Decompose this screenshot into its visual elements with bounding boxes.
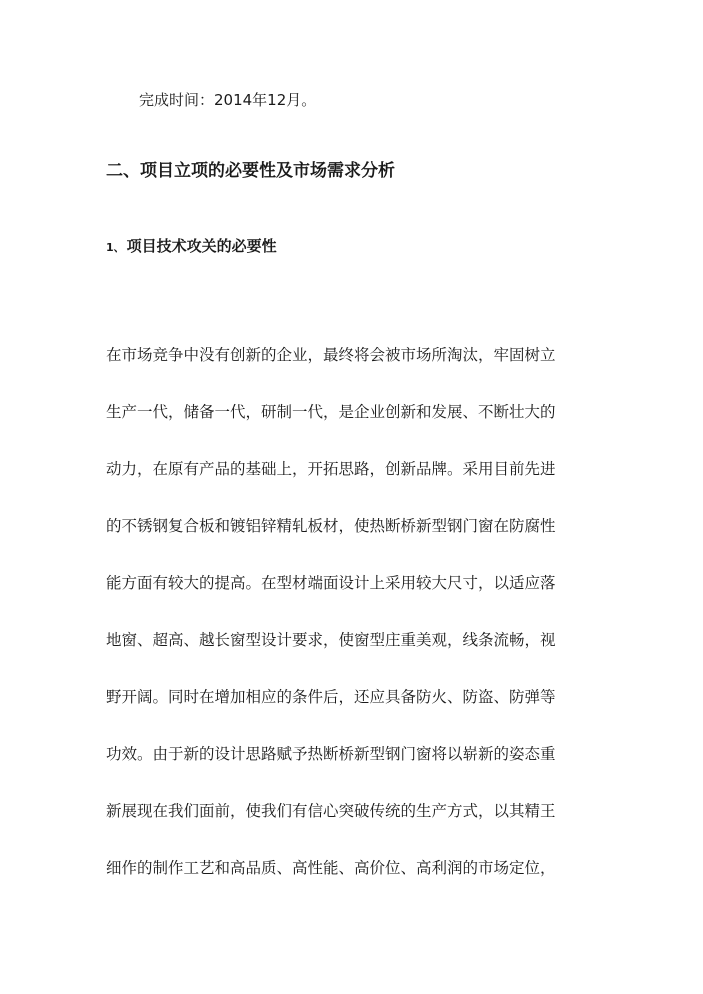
- paragraph-line: 的不锈钢复合板和镀铝锌精轧板材，使热断桥新型钢门窗在防腐性: [106, 517, 556, 535]
- completion-time-text: 完成时间：2014年12月。: [139, 91, 317, 109]
- paragraph-line: 动力，在原有产品的基础上，开拓思路，创新品牌。采用目前先进: [106, 460, 556, 478]
- paragraph-line: 功效。由于新的设计思路赋予热断桥新型钢门窗将以崭新的姿态重: [106, 745, 556, 763]
- paragraph-line: 野开阔。同时在增加相应的条件后，还应具备防火、防盗、防弹等: [106, 688, 556, 706]
- paragraph-line: 细作的制作工艺和高品质、高性能、高价位、高利润的市场定位，: [106, 859, 556, 877]
- paragraph-line: 在市场竞争中没有创新的企业，最终将会被市场所淘汰，牢固树立: [106, 346, 556, 364]
- subsection-title: 项目技术攻关的必要性: [126, 237, 277, 255]
- section-heading: 二、项目立项的必要性及市场需求分析: [106, 161, 395, 181]
- paragraph-line: 生产一代，储备一代，研制一代，是企业创新和发展、不断壮大的: [106, 403, 556, 421]
- subsection-heading: [106, 234, 277, 260]
- subsection-number: 1、: [106, 241, 125, 254]
- paragraph-line: 地窗、超高、越长窗型设计要求，使窗型庄重美观，线条流畅，视: [106, 631, 556, 649]
- paragraph-line: 能方面有较大的提高。在型材端面设计上采用较大尺寸，以适应落: [106, 574, 556, 592]
- paragraph-line: 新展现在我们面前，使我们有信心突破传统的生产方式，以其精王: [106, 802, 556, 820]
- body-paragraph: [106, 341, 596, 911]
